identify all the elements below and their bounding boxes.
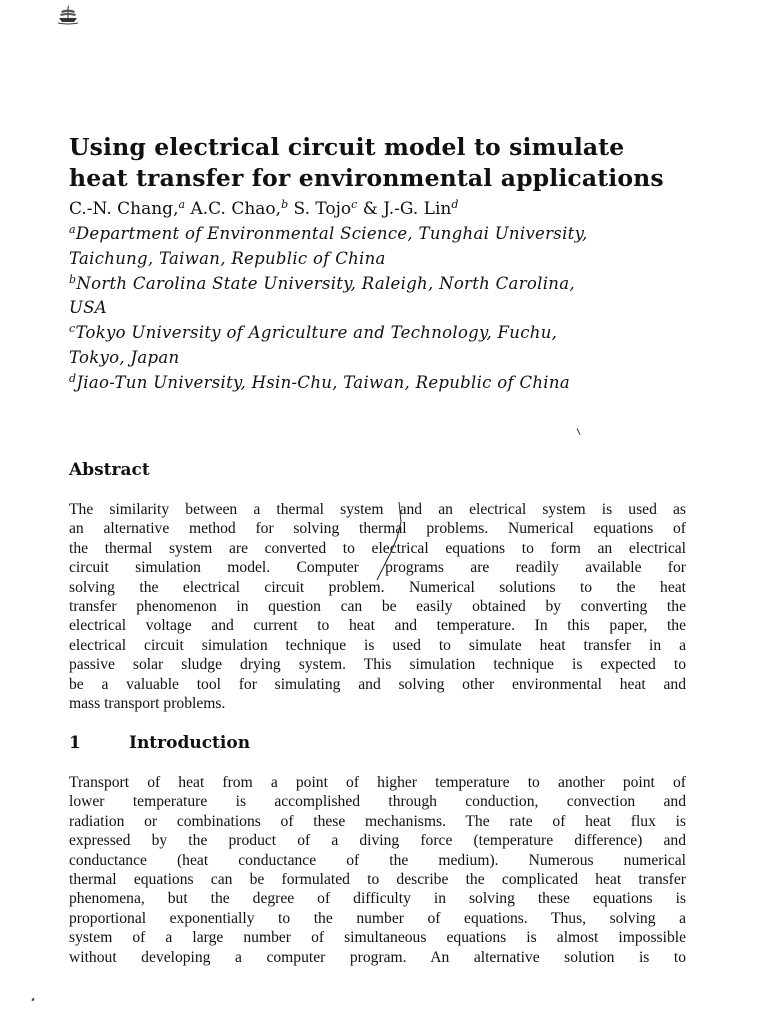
introduction-line: without developing a computer program. An alternative solution is to — [69, 948, 686, 966]
abstract-heading: Abstract — [69, 460, 150, 480]
affiliation-list — [69, 222, 709, 396]
section-number: 1 — [69, 733, 81, 753]
affiliation-line: Tokyo, Japan — [69, 347, 180, 367]
author-1: C.-N. Chang, — [69, 199, 179, 219]
author-4: & J.-G. Lin — [357, 199, 452, 219]
affiliation-text: Tokyo University of Agriculture and Technology, Fuchu, — [75, 323, 558, 343]
abstract-line: circuit simulation model. Computer programs are readily available for — [69, 559, 686, 577]
scan-artifact-dot — [31, 998, 34, 1002]
introduction-line: conductance (heat conductance of the medium). Numerous numerical — [69, 851, 686, 869]
paper-title — [69, 132, 729, 194]
introduction-line: radiation or combinations of these mechanisms. The rate of heat flux is — [69, 812, 686, 830]
affiliation-line — [69, 321, 709, 346]
abstract-line: The similarity between a thermal system and an electrical system is used as — [69, 501, 686, 518]
affiliation-line: Taichung, Taiwan, Republic of China — [69, 248, 386, 268]
affiliation-text: North Carolina State University, Raleigh, North Carolina, — [76, 273, 575, 293]
scan-artifact-mark — [577, 428, 581, 435]
affiliation-c — [69, 321, 709, 371]
author-2: A.C. Chao, — [185, 199, 282, 219]
introduction-line: lower temperature is accomplished through conduction, convection and — [69, 793, 686, 811]
author-2-affiliation-mark: b — [281, 198, 289, 211]
author-3: S. Tojo — [288, 199, 352, 219]
introduction-line: thermal equations can be formulated to describe the complicated heat transfer — [69, 871, 686, 889]
introduction-line: phenomena, but the degree of difficulty in solving these equations is — [69, 890, 686, 908]
section-title: Introduction — [129, 733, 251, 753]
affiliation-line — [69, 222, 709, 247]
title-line-1: Using electrical circuit model to simulate — [69, 133, 625, 161]
introduction-line: system of a large number of simultaneous equations is almost impossible — [69, 929, 686, 947]
abstract-line: the thermal system are converted to electrical equations to form an electrical — [69, 539, 686, 557]
affiliation-b — [69, 272, 709, 322]
affiliation-a — [69, 222, 709, 272]
author-4-affiliation-mark: d — [451, 198, 459, 211]
abstract-line: be a valuable tool for simulating and solving other environmental heat and — [69, 675, 686, 693]
introduction-line: proportional exponentially to the number of equations. Thus, solving a — [69, 909, 686, 927]
abstract-line: mass transport problems. — [69, 695, 226, 713]
abstract-body — [69, 500, 686, 713]
affiliation-mark: b — [69, 272, 77, 286]
affiliation-d — [69, 371, 709, 396]
abstract-line: solving the electrical circuit problem. Numerical solutions to the heat — [69, 578, 686, 596]
affiliation-line — [69, 371, 709, 396]
abstract-line: electrical circuit simulation technique is used to simulate heat transfer in a — [69, 636, 686, 654]
abstract-line: electrical voltage and current to heat and temperature. In this paper, the — [69, 617, 686, 635]
publisher-logo-icon — [56, 2, 80, 26]
affiliation-text: Jiao-Tun University, Hsin-Chu, Taiwan, Republic of China — [76, 372, 570, 392]
affiliation-mark: d — [69, 371, 77, 385]
affiliation-mark: c — [69, 322, 76, 336]
author-3-affiliation-mark: c — [351, 198, 358, 211]
introduction-body — [69, 773, 686, 967]
affiliation-line — [69, 272, 709, 297]
affiliation-line: USA — [69, 298, 108, 318]
abstract-line: transfer phenomenon in question can be easily obtained by converting the — [69, 598, 686, 616]
introduction-heading — [69, 732, 250, 754]
author-1-affiliation-mark: a — [178, 198, 186, 211]
affiliation-text: Department of Environmental Science, Tunghai University, — [75, 224, 588, 243]
author-list — [69, 197, 458, 221]
abstract-line: an alternative method for solving thermal problems. Numerical equations of — [69, 520, 686, 538]
title-line-2: heat transfer for environmental applications — [69, 164, 664, 192]
introduction-line: expressed by the product of a diving force (temperature difference) and — [69, 832, 686, 850]
introduction-line: Transport of heat from a point of higher temperature to another point of — [69, 774, 686, 791]
affiliation-mark: a — [69, 223, 76, 236]
abstract-line: passive solar sludge drying system. This simulation technique is expected to — [69, 656, 686, 674]
